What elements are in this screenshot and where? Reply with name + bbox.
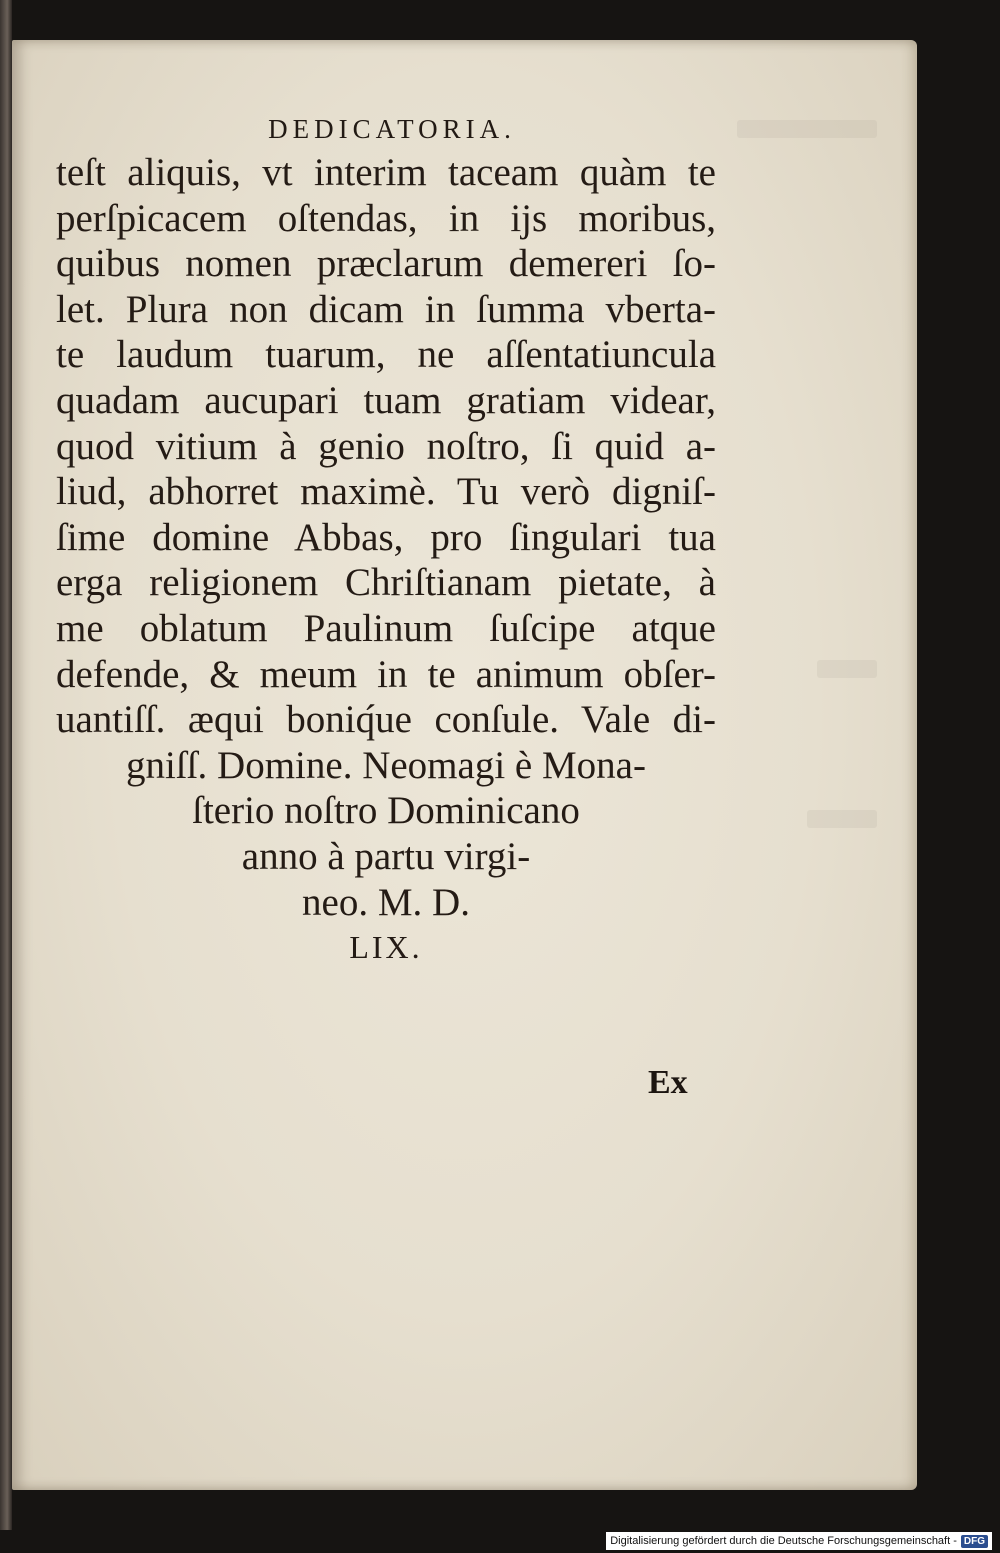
funding-credit: Digitalisierung gefördert durch die Deutsche Forschungsgemeinschaft -: [610, 1535, 957, 1547]
closing-line: neo. M. D.: [302, 880, 470, 924]
text-line: liud, abhorret maximè. Tu verò digniſ-: [56, 470, 716, 514]
text-line: defende, & meum in te animum obſer-: [56, 652, 716, 696]
text-line: ſime domine Abbas, pro ſingulari tua: [56, 515, 716, 559]
text-line: quadam aucupari tuam gratiam videar,: [56, 378, 716, 422]
book-page: [12, 40, 917, 1490]
text-line: perſpicacem oſtendas, in ijs moribus,: [56, 196, 716, 240]
text-line: teſt aliquis, vt interim taceam quàm te: [56, 151, 716, 194]
text-line: let. Plura non dicam in ſumma vberta-: [56, 287, 716, 331]
text-line: me oblatum Paulinum ſuſcipe atque: [56, 606, 716, 650]
text-line: quibus nomen præclarum demereri ſo-: [56, 242, 716, 286]
bleed-through-shadow: [807, 810, 877, 828]
closing-line: ſterio noſtro Dominicano: [192, 789, 580, 833]
body-text: [56, 150, 716, 971]
closing-line: anno à partu virgi-: [241, 834, 531, 878]
catchword: Ex: [648, 1064, 688, 1101]
dfg-logo: DFG: [961, 1535, 988, 1548]
running-head: DEDICATORIA.: [268, 114, 516, 144]
closing-line: gniſſ. Domine. Neomagi è Mona-: [126, 743, 646, 787]
digitization-footer: [606, 1532, 992, 1550]
text-line: te laudum tuarum, ne aſſentatiuncula: [56, 333, 716, 377]
closing-line: LIX.: [349, 929, 423, 966]
text-line: uantiſſ. æqui boniq́ue conſule. Vale di-: [56, 698, 716, 742]
binding-edge: [0, 0, 12, 1530]
text-line: erga religionem Chriſtianam pietate, à: [56, 561, 716, 605]
bleed-through-shadow: [817, 660, 877, 678]
text-line: quod vitium à genio noſtro, ſi quid a-: [56, 424, 716, 468]
